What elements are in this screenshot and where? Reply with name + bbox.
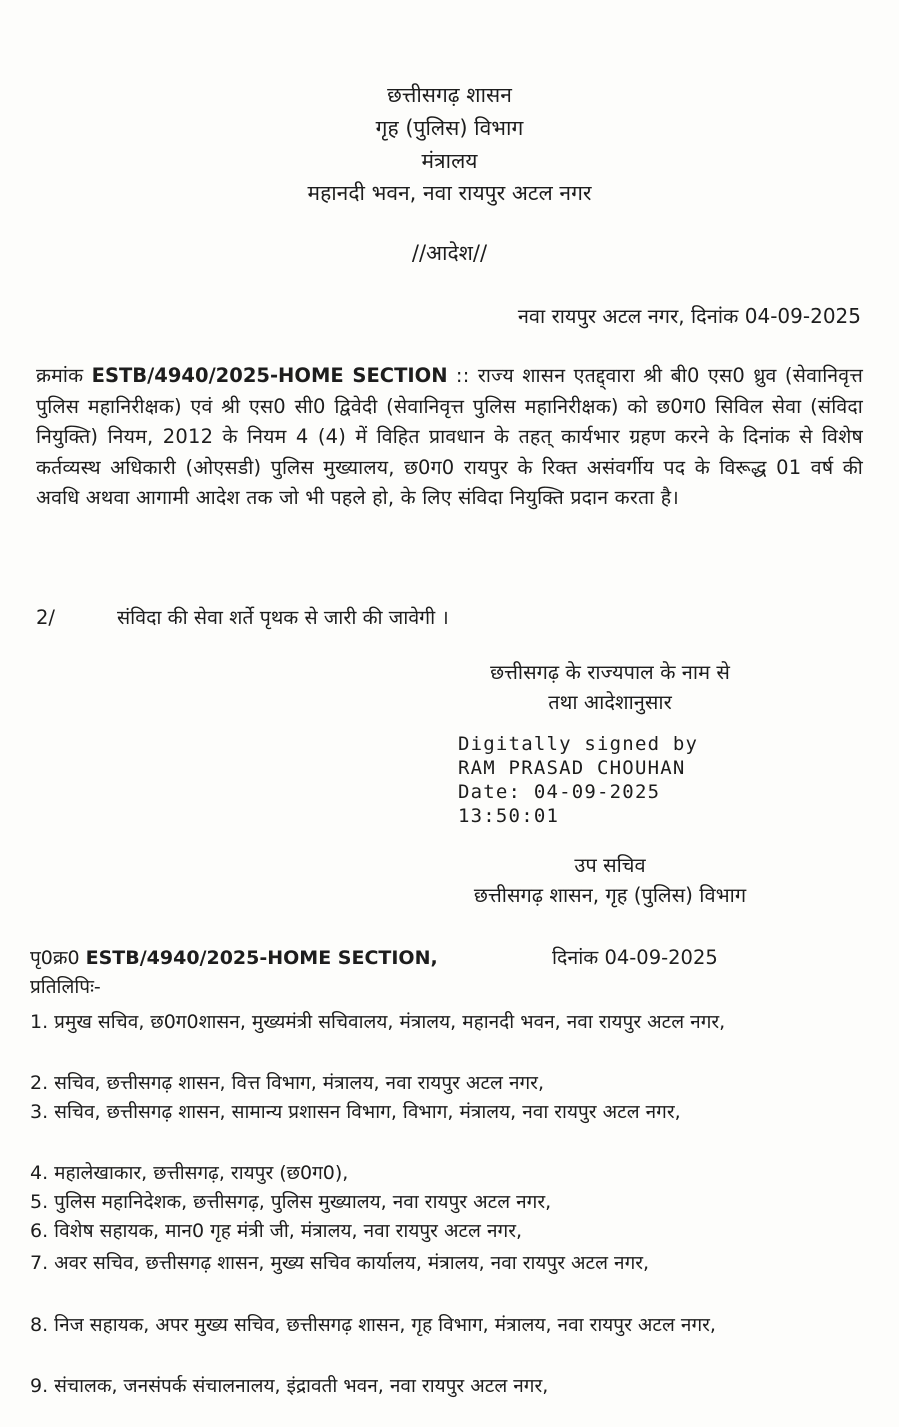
endorsement-prefix: पृ0क्र0: [30, 947, 80, 969]
order-title: //आदेश//: [411, 241, 488, 265]
header-address: महानदी भवन, नवा रायपुर अटल नगर: [307, 181, 592, 205]
order-reference-number: ESTB/4940/2025-HOME SECTION: [91, 364, 448, 387]
order-prefix: क्रमांक: [36, 364, 84, 387]
signature-line1: Digitally signed by: [458, 733, 699, 755]
endorsement-reference: [30, 944, 438, 972]
signature-date: Date: 04-09-2025: [458, 781, 661, 803]
header-department: गृह (पुलिस) विभाग: [375, 116, 524, 140]
designation-title: उप सचिव: [574, 853, 646, 877]
copy-label: प्रतिलिपिः-: [30, 976, 101, 998]
header-ministry: मंत्रालय: [421, 149, 478, 173]
copy-list-item: 8. निज सहायक, अपर मुख्य सचिव, छत्तीसगढ़ शासन, गृह विभाग, मंत्रालय, नवा रायपुर अटल नगर,: [30, 1314, 716, 1336]
authority-line2: तथा आदेशानुसार: [548, 690, 672, 714]
copy-list-item: 5. पुलिस महानिदेशक, छत्तीसगढ़, पुलिस मुख्यालय, नवा रायपुर अटल नगर,: [30, 1191, 552, 1213]
order-separator: ::: [447, 364, 478, 387]
copy-list-item: 1. प्रमुख सचिव, छ0ग0शासन, मुख्यमंत्री सचिवालय, मंत्रालय, महानदी भवन, नवा रायपुर अटल नगर,: [30, 1011, 726, 1033]
copy-list-item: 2. सचिव, छत्तीसगढ़ शासन, वित्त विभाग, मंत्रालय, नवा रायपुर अटल नगर,: [30, 1072, 544, 1094]
place-date: नवा रायपुर अटल नगर, दिनांक 04-09-2025: [517, 304, 861, 328]
authority-line1: छत्तीसगढ़ के राज्यपाल के नाम से: [490, 660, 730, 684]
para2-number: 2/: [36, 606, 55, 629]
copy-list-item: 3. सचिव, छत्तीसगढ़ शासन, सामान्य प्रशासन विभाग, विभाग, मंत्रालय, नवा रायपुर अटल नगर,: [30, 1101, 681, 1123]
copy-list-item: 9. संचालक, जनसंपर्क संचालनालय, इंद्रावती भवन, नवा रायपुर अटल नगर,: [30, 1375, 549, 1397]
designation-department: छत्तीसगढ़ शासन, गृह (पुलिस) विभाग: [473, 883, 747, 907]
digital-signature: [458, 732, 698, 828]
designation-block: [420, 850, 800, 910]
signature-signer: RAM PRASAD CHOUHAN: [458, 757, 686, 779]
copy-list-item: 7. अवर सचिव, छत्तीसगढ़ शासन, मुख्य सचिव कार्यालय, मंत्रालय, नवा रायपुर अटल नगर,: [30, 1252, 650, 1274]
order-paragraph: [36, 361, 863, 514]
para2-text: संविदा की सेवा शर्ते पृथक से जारी की जावेगी ।: [117, 606, 449, 629]
endorsement-reference-number: ESTB/4940/2025-HOME SECTION,: [85, 947, 438, 969]
header-government: छत्तीसगढ़ शासन: [387, 83, 512, 107]
endorsement-date: दिनांक 04-09-2025: [552, 946, 718, 969]
signature-time: 13:50:01: [458, 805, 560, 827]
copy-list-item: 6. विशेष सहायक, मान0 गृह मंत्री जी, मंत्रालय, नवा रायपुर अटल नगर,: [30, 1220, 523, 1242]
authority-block: [440, 657, 780, 717]
copy-list-item: 4. महालेखाकार, छत्तीसगढ़, रायपुर (छ0ग0),: [30, 1162, 349, 1184]
order-text: राज्य शासन एतद्द्वारा श्री बी0 एस0 ध्रुव (सेवानिवृत्त पुलिस महानिरीक्षक) एवं श्री एस0 सी0 द्विवेदी (सेवानिवृत्त पुलिस महानिरीक्षक) को छ0ग0 सिविल सेवा (संविदा नियुक्ति) नियम, 2012 के नियम 4 (4) में विहित प्रावधान के तहत् कार्यभार ग्रहण करने के दिनांक से विशेष कर्तव्यस्थ अधिकारी (ओएसडी) पुलिस मुख्यालय, छ0ग0 रायपुर के रिक्त असंवर्गीय पद के विरूद्ध 01 वर्ष की अवधि अथवा आगामी आदेश तक जो भी पहले हो, के लिए संविदा नियुक्ति प्रदान करता है।: [36, 364, 863, 509]
